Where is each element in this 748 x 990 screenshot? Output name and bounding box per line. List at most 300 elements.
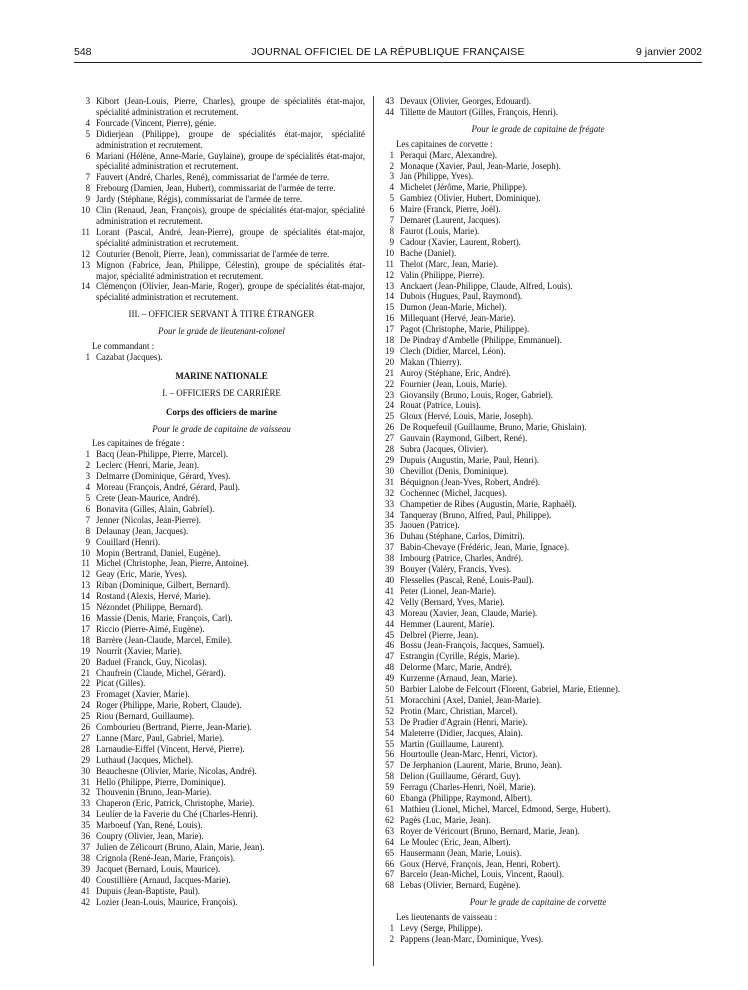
item-text: Mignon (Fabrice, Jean, Philippe, Célestin), groupe de spécialités état-major, spécialité administration et recrutement. (96, 259, 365, 281)
item-text: Auroy (Stéphane, Eric, André). (400, 367, 511, 378)
list-item (382, 477, 694, 488)
item-text: Babin-Chevaye (Frédéric, Jean, Marie, Ignace). (400, 542, 570, 553)
list-item (78, 624, 365, 635)
item-text: Monaque (Xavier, Paul, Jean-Marie, Joseph). (400, 160, 561, 171)
item-text: Estrangin (Cyrille, Régis, Marie). (400, 651, 520, 662)
item-text: Lozier (Jean-Louis, Maurice, François). (96, 896, 238, 907)
item-text: Leclerc (Henri, Marie, Jean). (96, 460, 199, 471)
item-number: 19 (81, 645, 90, 656)
item-text: Gambiez (Olivier, Hubert, Dominique). (400, 193, 541, 204)
list-item (78, 281, 365, 303)
item-text: Michel (Christophe, Jean, Pierre, Antoine). (96, 558, 249, 569)
item-number: 7 (389, 215, 394, 226)
list-item (78, 537, 365, 548)
item-number: 10 (81, 547, 90, 558)
item-text: Delbrel (Pierre, Jean). (400, 629, 479, 640)
item-number: 29 (81, 754, 90, 765)
item-text: Jardy (Stéphane, Régis), commissariat de l'armée de terre. (96, 194, 303, 205)
list-item (78, 864, 365, 875)
item-text: Lorant (Pascal, André, Jean-Pierre), groupe de spécialités état-major, spécialité administration et recrutement. (96, 226, 365, 248)
item-text: Subra (Jacques, Olivier). (400, 444, 489, 455)
item-text: Michelet (Jérôme, Marie, Philippe). (400, 182, 528, 193)
list-item (382, 411, 694, 422)
item-number: 14 (385, 291, 394, 302)
item-text: Tanqueray (Bruno, Alfred, Paul, Philippe). (400, 509, 552, 520)
list-item (78, 755, 365, 766)
item-number: 1 (85, 351, 90, 362)
item-text: Thelot (Marc, Jean, Marie). (400, 258, 499, 269)
capitaine-vaisseau-list-continued (382, 96, 694, 118)
item-number: 34 (81, 809, 90, 820)
item-text: Didierjean (Philippe), groupe de spécialités état-major, spécialité administration et recrutement. (96, 128, 365, 150)
list-item (78, 205, 365, 227)
item-number: 38 (385, 553, 394, 564)
list-item (78, 151, 365, 173)
item-text: Massie (Denis, Marie, François, Carl). (96, 612, 233, 623)
list-item (382, 150, 694, 161)
list-item (382, 597, 694, 608)
list-item (382, 215, 694, 226)
list-item (382, 368, 694, 379)
list-item (382, 717, 694, 728)
armee-terre-list (78, 96, 365, 303)
list-item (78, 777, 365, 788)
item-number: 31 (385, 476, 394, 487)
list-item (382, 531, 694, 542)
item-text: Devaux (Olivier, Georges, Edouard). (400, 96, 532, 106)
item-text: Fauvert (André, Charles, René), commissariat de l'armée de terre. (96, 172, 330, 183)
list-item (382, 520, 694, 531)
list-item (78, 842, 365, 853)
list-item (78, 249, 365, 260)
item-text: Bache (Daniel). (400, 247, 457, 258)
item-number: 3 (85, 471, 90, 482)
item-text: Imbourg (Patrice, Charles, André). (400, 553, 524, 564)
item-number: 5 (85, 128, 90, 139)
item-text: Moreau (Xavier, Jean, Claude, Marie). (400, 607, 538, 618)
list-item (382, 630, 694, 641)
list-item (78, 613, 365, 624)
list-item (382, 248, 694, 259)
right-column (382, 96, 694, 945)
item-text: Levy (Serge, Philippe). (400, 923, 483, 934)
item-number: 45 (385, 629, 394, 640)
item-number: 42 (385, 596, 394, 607)
item-number: 1 (389, 149, 394, 160)
item-number: 16 (385, 313, 394, 324)
list-item (382, 564, 694, 575)
list-item (382, 586, 694, 597)
item-number: 32 (385, 487, 394, 498)
item-text: Peter (Lionel, Jean-Marie). (400, 585, 497, 596)
item-text: Clin (Renaud, Jean, François), groupe de spécialités état-major, spécialité administration et recrutement. (96, 205, 365, 226)
item-text: Clémençon (Olivier, Jean-Marie, Roger), groupe de spécialités état-major, spécialité administration et recrutement. (96, 281, 365, 303)
item-number: 47 (385, 651, 394, 662)
item-text: Lanne (Marc, Paul, Gabriel, Marie). (96, 732, 225, 743)
item-number: 23 (81, 689, 90, 700)
item-text: Couillard (Henri). (96, 536, 161, 547)
item-text: Larnaudie-Eiffel (Vincent, Hervé, Pierre). (96, 743, 245, 754)
lieutenants-vaisseau-intro: Les lieutenants de vaisseau : (396, 912, 498, 923)
item-number: 1 (389, 923, 394, 934)
column-divider (373, 96, 374, 966)
item-text: Protin (Marc, Christian, Marcel). (400, 705, 518, 716)
item-number: 22 (81, 678, 90, 689)
item-number: 7 (85, 514, 90, 525)
item-number: 18 (385, 335, 394, 346)
item-text: Ferragu (Charles-Henri, Noël, Marie). (400, 782, 536, 793)
list-item (78, 558, 365, 569)
item-text: Chaperon (Eric, Patrick, Christophe, Marie). (96, 798, 255, 809)
list-item (382, 444, 694, 455)
item-text: Tillette de Mautort (Gilles, François, Henri). (400, 106, 558, 117)
item-number: 35 (81, 820, 90, 831)
list-item (78, 460, 365, 471)
list-item (78, 875, 365, 886)
item-number: 68 (385, 880, 394, 891)
item-text: Martin (Guillaume, Laurent). (400, 738, 504, 749)
list-item (78, 352, 365, 363)
item-text: Riccio (Pierre-Aimé, Eugène). (96, 623, 205, 634)
item-text: Kurzenne (Arnaud, Jean, Marie). (400, 673, 518, 684)
item-number: 56 (385, 749, 394, 760)
item-number: 39 (81, 863, 90, 874)
item-text: Hourtoulle (Jean-Marc, Henri, Victor). (400, 749, 538, 760)
list-item (78, 580, 365, 591)
item-number: 10 (81, 205, 90, 216)
item-text: Ebanga (Philippe, Raymond, Albert). (400, 793, 533, 804)
item-text: Picat (Gilles). (96, 678, 146, 689)
list-item (382, 695, 694, 706)
list-item (382, 923, 694, 934)
list-item (78, 744, 365, 755)
list-item (382, 357, 694, 368)
item-number: 28 (81, 743, 90, 754)
item-text: Jenner (Nicolas, Jean-Pierre). (96, 514, 201, 525)
item-text: Pagès (Luc, Marie, Jean). (400, 814, 491, 825)
item-text: Barcelo (Jean-Michel, Louis, Vincent, Raoul). (400, 869, 564, 880)
item-text: Chevillot (Denis, Dominique). (400, 465, 509, 476)
item-number: 26 (385, 422, 394, 433)
item-text: Delorme (Marc, Marie, André). (400, 662, 512, 673)
item-text: Bossu (Jean-François, Jacques, Samuel). (400, 640, 545, 651)
officier-etranger-list (78, 352, 365, 363)
item-text: De Jerphanion (Laurent, Marie, Bruno, Jean). (400, 760, 562, 771)
item-number: 27 (81, 732, 90, 743)
item-number: 5 (85, 493, 90, 503)
item-text: Giovansily (Bruno, Louis, Roger, Gabriel). (400, 389, 553, 400)
item-text: Nézondet (Philippe, Bernard). (96, 602, 203, 613)
list-item (382, 422, 694, 433)
item-number: 11 (81, 226, 90, 237)
item-text: Millequant (Hervé, Jean-Marie). (400, 313, 516, 324)
list-item (78, 548, 365, 559)
item-text: Champetier de Ribes (Augustin, Marie, Raphaël). (400, 498, 577, 509)
item-text: Lebas (Olivier, Bernard, Eugène). (400, 880, 521, 891)
list-item (382, 107, 694, 118)
list-item (382, 291, 694, 302)
item-number: 43 (385, 607, 394, 618)
list-item (78, 493, 365, 504)
item-text: Moreau (François, André, Gérard, Paul). (96, 482, 240, 493)
item-number: 20 (81, 656, 90, 667)
list-item (78, 820, 365, 831)
commandant-intro: Le commandant : (92, 341, 155, 352)
list-item (382, 880, 694, 891)
item-number: 15 (81, 602, 90, 613)
item-text: Dupuis (Augustin, Marie, Paul, Henri). (400, 455, 540, 465)
list-item (382, 662, 694, 673)
item-number: 36 (385, 531, 394, 542)
list-item (382, 771, 694, 782)
item-number: 17 (81, 623, 90, 634)
item-text: Demaret (Laurent, Jacques). (400, 215, 501, 226)
item-number: 41 (81, 885, 90, 896)
item-number: 4 (85, 482, 90, 493)
item-text: Delaunay (Jean, Jacques). (96, 525, 189, 536)
list-item (382, 542, 694, 553)
item-number: 14 (81, 591, 90, 602)
item-text: Crignola (René-Jean, Marie, François). (96, 852, 235, 863)
item-text: Jacquet (Bernard, Louis, Maurice). (96, 863, 221, 874)
list-item (382, 640, 694, 651)
list-item (382, 728, 694, 739)
item-text: Cazabat (Jacques). (96, 351, 163, 362)
list-item (382, 499, 694, 510)
list-item (382, 782, 694, 793)
item-number: 16 (81, 612, 90, 623)
item-text: Riou (Bernard, Guillaume). (96, 711, 195, 722)
item-number: 6 (85, 503, 90, 514)
item-text: Maire (Franck, Pierre, Joël). (400, 204, 501, 215)
list-item (78, 635, 365, 646)
item-text: Rouat (Patrice, Louis). (400, 400, 481, 411)
list-item (78, 96, 365, 118)
item-number: 29 (385, 455, 394, 465)
list-item (382, 673, 694, 684)
list-item (382, 390, 694, 401)
corps-officiers-marine-title: Corps des officiers de marine (166, 406, 277, 417)
item-text: Duhau (Stéphane, Carlos, Dimitri). (400, 531, 525, 542)
item-number: 28 (385, 444, 394, 455)
list-item (78, 260, 365, 282)
item-text: Nourrit (Xavier, Marie). (96, 645, 182, 656)
item-text: Cochennec (Michel, Jacques). (400, 487, 507, 498)
list-item (78, 798, 365, 809)
item-text: Fournier (Jean, Louis, Marie). (400, 378, 507, 389)
list-item (382, 313, 694, 324)
list-item (78, 711, 365, 722)
item-number: 13 (385, 280, 394, 291)
item-text: Bonavita (Gilles, Alain, Gabriel). (96, 503, 215, 514)
item-text: Fourcade (Vincent, Pierre), génie. (96, 117, 217, 128)
item-text: Dupuis (Jean-Baptiste, Paul). (96, 885, 201, 896)
item-text: Maleterre (Didier, Jacques, Alain). (400, 727, 523, 738)
list-item (382, 302, 694, 313)
list-item (78, 897, 365, 908)
item-text: Chaufrein (Claude, Michel, Gérard). (96, 667, 226, 678)
item-text: Mariani (Hélène, Anne-Marie, Guylaine), groupe de spécialités état-major, spécialité administration et recrutement. (96, 150, 365, 172)
item-text: Goux (Hervé, François, Jean, Henri, Robert). (400, 858, 561, 869)
capitaines-fregate-intro: Les capitaines de frégate : (92, 438, 185, 449)
item-number: 8 (389, 225, 394, 236)
item-number: 37 (81, 842, 90, 852)
item-number: 42 (81, 896, 90, 907)
item-number: 3 (389, 171, 394, 182)
capitaines-corvette-intro: Les capitaines de corvette : (396, 138, 493, 149)
item-number: 9 (85, 536, 90, 547)
list-item (78, 700, 365, 711)
item-number: 17 (385, 324, 394, 335)
list-item (78, 227, 365, 249)
item-text: Frebourg (Damien, Jean, Hubert), commissariat de l'armée de terre. (96, 183, 336, 194)
list-item (78, 194, 365, 205)
item-text: Hausermann (Jean, Marie, Louis). (400, 847, 522, 858)
item-number: 5 (389, 193, 394, 204)
item-number: 2 (389, 160, 394, 171)
list-item (78, 172, 365, 183)
list-item (382, 619, 694, 630)
item-number: 2 (85, 460, 90, 471)
grade-capitaine-vaisseau-heading: Pour le grade de capitaine de vaisseau (152, 423, 291, 434)
left-column (78, 96, 365, 907)
list-item (382, 335, 694, 346)
item-number: 41 (385, 585, 394, 596)
list-item (78, 183, 365, 194)
item-number: 40 (81, 874, 90, 885)
item-text: Mopin (Bertrand, Daniel, Eugène). (96, 547, 221, 558)
item-text: Moracchini (Axel, Daniel, Jean-Marie). (400, 694, 541, 705)
item-text: Luthaud (Jacques, Michel). (96, 754, 194, 765)
list-item (78, 504, 365, 515)
grade-capitaine-corvette-heading: Pour le grade de capitaine de corvette (469, 897, 607, 908)
item-number: 36 (81, 831, 90, 842)
list-item (382, 96, 694, 107)
item-number: 15 (385, 302, 394, 313)
capitaine-vaisseau-list (78, 449, 365, 907)
list-item (382, 859, 694, 870)
item-text: Clech (Didier, Marcel, Léon). (400, 345, 506, 356)
item-text: Dubois (Hugues, Paul, Raymond). (400, 291, 523, 302)
item-text: Jan (Philippe, Yves). (400, 171, 474, 182)
item-text: Combourieu (Bertrand, Pierre, Jean-Marie). (96, 722, 252, 733)
list-item (382, 869, 694, 880)
item-text: Jaouen (Patrice). (400, 520, 460, 531)
item-text: De Pradier d'Agrain (Henri, Marie). (400, 716, 528, 727)
item-text: Riban (Dominique, Gilbert, Bernard). (96, 580, 231, 591)
item-text: Thouvenin (Bruno, Jean-Marie). (96, 787, 212, 798)
list-item (382, 793, 694, 804)
list-item (78, 831, 365, 842)
item-text: Couturier (Benoît, Pierre, Jean), commissariat de l'armée de terre. (96, 248, 330, 259)
item-text: Gloux (Hervé, Louis, Marie, Joseph). (400, 411, 534, 422)
item-number: 54 (385, 727, 394, 738)
list-item (78, 569, 365, 580)
list-item (382, 684, 694, 695)
item-number: 9 (85, 194, 90, 205)
item-number: 30 (81, 765, 90, 776)
item-number: 32 (81, 787, 90, 798)
list-item (382, 455, 694, 466)
list-item (382, 934, 694, 945)
list-item (78, 515, 365, 526)
item-number: 11 (385, 258, 394, 269)
item-text: Peraqui (Marc, Alexandre). (400, 149, 498, 160)
item-number: 3 (85, 96, 90, 106)
item-text: Mathieu (Lionel, Michel, Marcel, Edmond, Serge, Hubert). (400, 804, 611, 814)
item-number: 4 (389, 182, 394, 193)
grade-lieutenant-colonel-heading: Pour le grade de lieutenant-colonel (158, 326, 285, 337)
item-number: 21 (81, 667, 90, 678)
item-number: 23 (385, 389, 394, 400)
item-number: 37 (385, 542, 394, 553)
list-item (78, 449, 365, 460)
list-item (382, 270, 694, 281)
item-number: 25 (81, 711, 90, 722)
item-number: 66 (385, 858, 394, 869)
page-header (74, 46, 702, 62)
item-number: 65 (385, 847, 394, 858)
item-text: Pappens (Jean-Marc, Dominique, Yves). (400, 933, 544, 944)
item-text: Hemmer (Laurent, Marie). (400, 618, 495, 629)
item-number: 12 (81, 569, 90, 580)
journal-title: JOURNAL OFFICIEL DE LA RÉPUBLIQUE FRANÇAISE (251, 46, 525, 58)
item-number: 44 (385, 618, 394, 629)
item-number: 46 (385, 640, 394, 651)
item-number: 7 (85, 172, 90, 183)
item-text: Julien de Zélicourt (Bruno, Alain, Marie, Jean). (96, 842, 265, 852)
item-text: Barrère (Jean-Claude, Marcel, Emile). (96, 634, 233, 645)
item-number: 18 (81, 634, 90, 645)
list-item (78, 722, 365, 733)
item-number: 6 (389, 204, 394, 215)
list-item (382, 815, 694, 826)
list-item (78, 646, 365, 657)
list-item (382, 510, 694, 521)
list-item (382, 804, 694, 815)
list-item (382, 379, 694, 390)
list-item (382, 466, 694, 477)
item-text: Cadour (Xavier, Laurent, Robert). (400, 236, 521, 247)
list-item (382, 760, 694, 771)
item-number: 33 (385, 498, 394, 509)
section-officier-etranger-title: III. – OFFICIER SERVANT À TITRE ÉTRANGER (128, 309, 315, 320)
item-number: 12 (81, 248, 90, 259)
capitaine-corvette-list (382, 923, 694, 945)
item-number: 20 (385, 356, 394, 367)
list-item (382, 608, 694, 619)
item-number: 43 (385, 96, 394, 106)
item-number: 63 (385, 825, 394, 836)
list-item (78, 471, 365, 482)
item-text: Dumon (Jean-Marie, Michel). (400, 302, 507, 313)
item-text: Delmarre (Dominique, Gérard, Yves). (96, 471, 231, 482)
item-number: 52 (385, 705, 394, 716)
list-item (78, 118, 365, 129)
list-item (78, 733, 365, 744)
item-number: 60 (385, 793, 394, 804)
item-number: 33 (81, 798, 90, 809)
list-item (382, 488, 694, 499)
item-text: Flesselles (Pascal, René, Louis-Paul). (400, 574, 534, 585)
item-text: Barbier Lalobe de Felcourt (Florent, Gabriel, Marie, Etienne). (400, 684, 621, 695)
list-item (78, 668, 365, 679)
item-text: Le Moulec (Eric, Jean, Albert). (400, 836, 511, 847)
list-item (382, 237, 694, 248)
item-number: 26 (81, 722, 90, 733)
item-text: Beauchesne (Olivier, Marie, Nicolas, André). (96, 765, 257, 776)
item-text: Bouyer (Valéry, Francis, Yves). (400, 564, 512, 575)
